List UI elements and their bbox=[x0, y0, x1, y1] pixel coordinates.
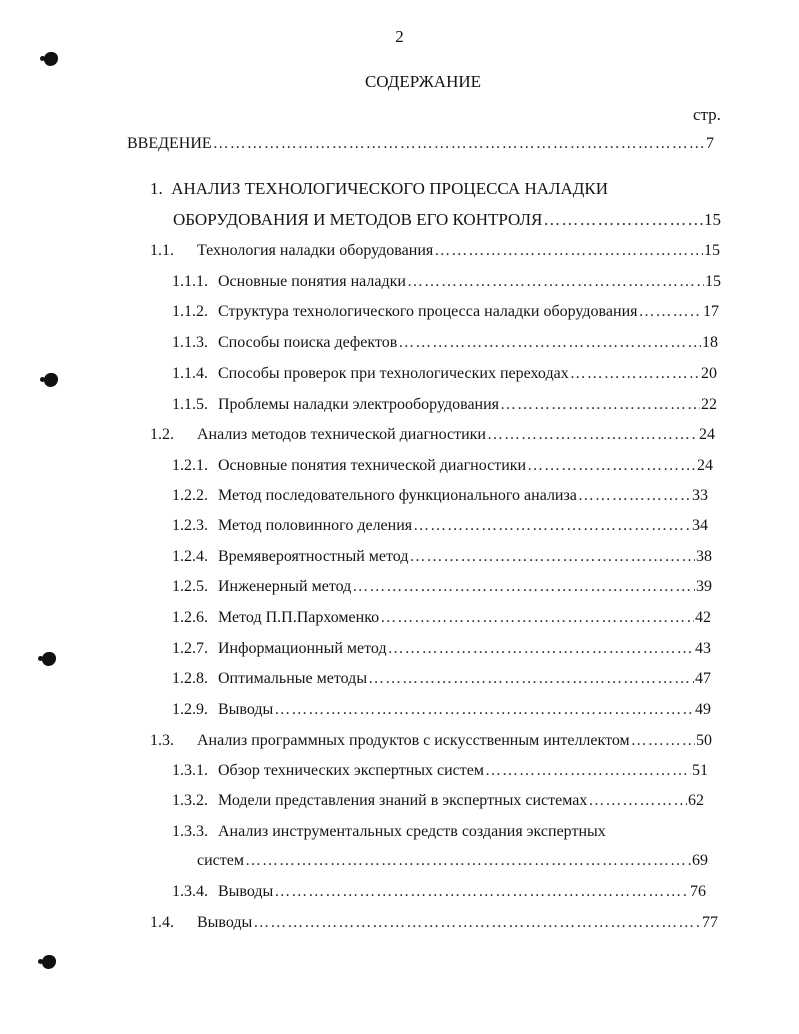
toc-entry-title: ВВЕДЕНИЕ bbox=[127, 135, 212, 152]
toc-entry-number: 1.1.1. bbox=[172, 273, 208, 290]
toc-entry-title: Способы поиска дефектов bbox=[218, 334, 398, 351]
toc-entry-1-3 bbox=[150, 731, 712, 751]
toc-entry-number: 1.3.3. bbox=[172, 823, 208, 840]
toc-entry-page: 62 bbox=[688, 792, 704, 809]
toc-leader-dots bbox=[274, 882, 689, 902]
toc-entry-1-4 bbox=[150, 913, 718, 933]
toc-entry-number: 1.3.4. bbox=[172, 883, 208, 900]
toc-entry-1-2-8 bbox=[172, 669, 711, 689]
toc-leader-dots bbox=[245, 851, 691, 871]
toc-leader-dots bbox=[631, 731, 695, 751]
toc-entry-number: 1.2.9. bbox=[172, 701, 208, 718]
toc-entry-page: 18 bbox=[702, 334, 718, 351]
toc-entry-number: 1.1.3. bbox=[172, 334, 208, 351]
toc-leader-dots bbox=[570, 364, 700, 384]
toc-entry-number: 1.2.5. bbox=[172, 578, 208, 595]
toc-entry-title: Информационный метод bbox=[218, 640, 387, 657]
toc-entry-number: 1.2.7. bbox=[172, 640, 208, 657]
toc-entry-1-2-6 bbox=[172, 608, 711, 628]
toc-leader-dots bbox=[434, 241, 703, 261]
toc-entry-page: 51 bbox=[692, 762, 708, 779]
binding-hole-mark bbox=[44, 52, 58, 66]
toc-entry-title: Анализ программных продуктов с искусственным интеллектом bbox=[197, 732, 630, 749]
toc-leader-dots bbox=[588, 791, 687, 811]
toc-entry-number: 1.1.4. bbox=[172, 365, 208, 382]
toc-entry-title: Проблемы наладки электрооборудования bbox=[218, 396, 500, 413]
toc-entry-number: 1.2.4. bbox=[172, 548, 208, 565]
toc-entry-title: Выводы bbox=[218, 701, 274, 718]
toc-entry-number: 1.1.2. bbox=[172, 303, 208, 320]
toc-entry-page: 49 bbox=[695, 701, 711, 718]
toc-entry-page: 7 bbox=[706, 135, 714, 152]
toc-leader-dots bbox=[413, 516, 691, 536]
toc-entry-title: Анализ инструментальных средств создания экспертных bbox=[218, 823, 606, 840]
toc-leader-dots bbox=[527, 456, 696, 476]
toc-entry-1-1 bbox=[150, 241, 720, 261]
toc-entry-page: 38 bbox=[696, 548, 712, 565]
toc-entry-1-3-3-line2 bbox=[197, 851, 708, 871]
binding-hole-mark bbox=[44, 373, 58, 387]
toc-entry-title: Технология наладки оборудования bbox=[197, 242, 434, 259]
toc-entry-number: 1.2.1. bbox=[172, 457, 208, 474]
toc-entry-page: 43 bbox=[695, 640, 711, 657]
toc-leader-dots bbox=[638, 302, 702, 322]
toc-entry-page: 34 bbox=[692, 517, 708, 534]
toc-entry-title: Модели представления знаний в экспертных системах bbox=[218, 792, 588, 809]
toc-entry-title: ОБОРУДОВАНИЯ И МЕТОДОВ ЕГО КОНТРОЛЯ bbox=[173, 210, 543, 229]
toc-entry-number: 1.1. bbox=[150, 242, 174, 259]
toc-entry-1-2 bbox=[150, 425, 715, 445]
toc-entry-1-2-3 bbox=[172, 516, 708, 536]
toc-entry-number: 1.4. bbox=[150, 914, 174, 931]
toc-entry-ch1-line2 bbox=[173, 210, 721, 230]
toc-entry-page: 22 bbox=[701, 396, 717, 413]
toc-leader-dots bbox=[485, 761, 691, 781]
toc-entry-1-3-1 bbox=[172, 761, 708, 781]
binding-hole-mark bbox=[42, 955, 56, 969]
toc-entry-title: Способы проверок при технологических переходах bbox=[218, 365, 569, 382]
toc-entry-title: Выводы bbox=[197, 914, 253, 931]
toc-entry-page: 69 bbox=[692, 852, 708, 869]
toc-entry-title: Основные понятия технической диагностики bbox=[218, 457, 527, 474]
toc-entry-ch1-line1 bbox=[150, 179, 608, 199]
toc-leader-dots bbox=[253, 913, 701, 933]
toc-entry-number: 1.3. bbox=[150, 732, 174, 749]
toc-entry-page: 15 bbox=[704, 242, 720, 259]
toc-entry-1-1-2 bbox=[172, 302, 719, 322]
toc-entry-number: 1.2. bbox=[150, 426, 174, 443]
toc-leader-dots bbox=[274, 700, 694, 720]
toc-entry-number: 1.1.5. bbox=[172, 396, 208, 413]
toc-entry-title: Выводы bbox=[218, 883, 274, 900]
toc-entry-number: 1. bbox=[150, 179, 163, 198]
toc-entry-title: Времявероятностный метод bbox=[218, 548, 409, 565]
toc-entry-title: Обзор технических экспертных систем bbox=[218, 762, 484, 779]
toc-entry-1-1-1 bbox=[172, 272, 721, 292]
toc-entry-1-3-3-line1 bbox=[172, 822, 606, 842]
toc-entry-page: 17 bbox=[703, 303, 719, 320]
toc-entry-number: 1.2.3. bbox=[172, 517, 208, 534]
toc-entry-number: 1.2.6. bbox=[172, 609, 208, 626]
toc-entry-page: 15 bbox=[704, 210, 721, 229]
toc-entry-title: Анализ методов технической диагностики bbox=[197, 426, 486, 443]
toc-entry-1-2-2 bbox=[172, 486, 708, 506]
toc-entry-1-3-4 bbox=[172, 882, 706, 902]
toc-entry-intro bbox=[127, 134, 714, 154]
toc-entry-1-2-1 bbox=[172, 456, 713, 476]
page-number: 2 bbox=[395, 27, 404, 46]
toc-entry-page: 42 bbox=[695, 609, 711, 626]
toc-entry-page: 76 bbox=[690, 883, 706, 900]
toc-entry-page: 47 bbox=[695, 670, 711, 687]
toc-leader-dots bbox=[380, 608, 694, 628]
binding-hole-mark bbox=[42, 652, 56, 666]
toc-entry-number: 1.2.2. bbox=[172, 487, 208, 504]
toc-entry-1-1-3 bbox=[172, 333, 718, 353]
toc-entry-title: Основные понятия наладки bbox=[218, 273, 406, 290]
toc-entry-1-2-5 bbox=[172, 577, 712, 597]
toc-leader-dots bbox=[368, 669, 694, 689]
toc-entry-page: 20 bbox=[701, 365, 717, 382]
toc-leader-dots bbox=[398, 333, 701, 353]
toc-leader-dots bbox=[407, 272, 704, 292]
toc-entry-page: 24 bbox=[699, 426, 715, 443]
toc-entry-title: Метод половинного деления bbox=[218, 517, 413, 534]
toc-entry-page: 50 bbox=[696, 732, 712, 749]
toc-entry-title: Метод П.П.Пархоменко bbox=[218, 609, 380, 626]
toc-entry-1-1-5 bbox=[172, 395, 717, 415]
toc-entry-title: систем bbox=[197, 852, 244, 869]
toc-entry-page: 24 bbox=[697, 457, 713, 474]
toc-entry-title: Инженерный метод bbox=[218, 578, 352, 595]
toc-entry-1-3-2 bbox=[172, 791, 704, 811]
toc-entry-title: Оптимальные методы bbox=[218, 670, 368, 687]
toc-leader-dots bbox=[578, 486, 691, 506]
toc-entry-number: 1.3.2. bbox=[172, 792, 208, 809]
toc-entry-1-2-9 bbox=[172, 700, 711, 720]
toc-leader-dots bbox=[213, 134, 705, 154]
toc-entry-title: Структура технологического процесса наладки оборудования bbox=[218, 303, 638, 320]
toc-leader-dots bbox=[409, 547, 695, 567]
toc-entry-page: 15 bbox=[705, 273, 721, 290]
toc-entry-page: 33 bbox=[692, 487, 708, 504]
toc-leader-dots bbox=[487, 425, 698, 445]
toc-entry-1-2-4 bbox=[172, 547, 712, 567]
toc-entry-1-1-4 bbox=[172, 364, 717, 384]
toc-entry-title: Метод последовательного функционального анализа bbox=[218, 487, 577, 504]
page-title: СОДЕРЖАНИЕ bbox=[364, 72, 482, 91]
toc-leader-dots bbox=[543, 210, 703, 230]
toc-entry-page: 77 bbox=[702, 914, 718, 931]
toc-leader-dots bbox=[500, 395, 700, 415]
toc-entry-page: 39 bbox=[696, 578, 712, 595]
toc-leader-dots bbox=[352, 577, 695, 597]
page-column-label: стр. bbox=[693, 105, 721, 124]
toc-entry-number: 1.2.8. bbox=[172, 670, 208, 687]
toc-entry-title: АНАЛИЗ ТЕХНОЛОГИЧЕСКОГО ПРОЦЕССА НАЛАДКИ bbox=[171, 179, 609, 198]
toc-leader-dots bbox=[388, 639, 694, 659]
toc-entry-1-2-7 bbox=[172, 639, 711, 659]
toc-entry-number: 1.3.1. bbox=[172, 762, 208, 779]
